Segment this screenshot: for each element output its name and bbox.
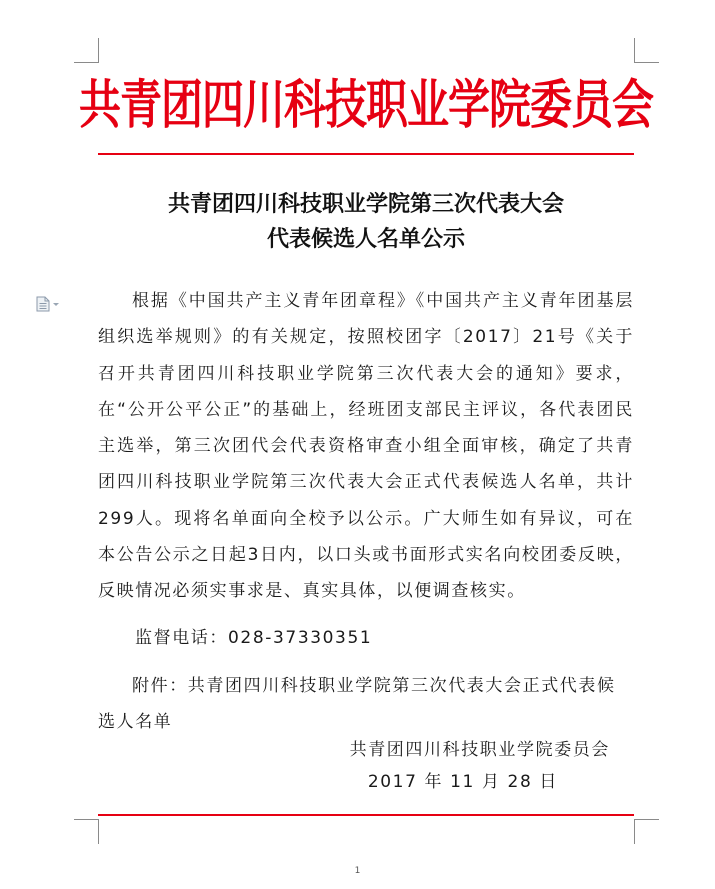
footer-red-rule — [98, 814, 634, 816]
chevron-down-icon — [53, 303, 59, 306]
crop-mark-bottom-right — [634, 819, 659, 844]
crop-mark-top-right — [634, 38, 659, 63]
supervision-phone: 监督电话：028-37330351 — [135, 628, 373, 648]
document-title-line1: 共青团四川科技职业学院第三次代表大会 — [167, 191, 564, 217]
body-paragraph: 根据《中国共产主义青年团章程》《中国共产主义青年团基层组织选举规则》的有关规定，按照校团字〔2017〕21号《关于召开共青团四川科技职业学院第三次代表大会的通知》要求，在“公开公平公正”的基础上，经班团支部民主评议，各代表团民主选举，第三次团代会代表资格审查小组全面审核，确定了共青团四川科技职业学院第三次代表大会正式代表候选人名单，共计299人。现将名单面向全校予以公示。广大师生如有异议，可在本公告公示之日起3日内，以口头或书面形式实名向校团委反映，反映情况必须实事求是、真实具体，以便调查核实。 — [98, 291, 634, 602]
attachment-note: 附件：共青团四川科技职业学院第三次代表大会正式代表候选人名单 — [98, 676, 616, 732]
document-title-line2: 代表候选人名单公示 — [266, 226, 465, 252]
signature-date: 2017 年 11 月 28 日 — [367, 772, 558, 792]
document-paste-icon[interactable] — [36, 296, 62, 312]
letterhead-red-rule — [98, 153, 634, 155]
letterhead-org-name: 共青团四川科技职业学院委员会 — [79, 73, 654, 135]
document-icon — [36, 296, 50, 312]
crop-mark-top-left — [74, 38, 99, 63]
signature-org: 共青团四川科技职业学院委员会 — [349, 740, 610, 760]
crop-mark-bottom-left — [74, 819, 99, 844]
page-number: 1 — [354, 866, 361, 876]
